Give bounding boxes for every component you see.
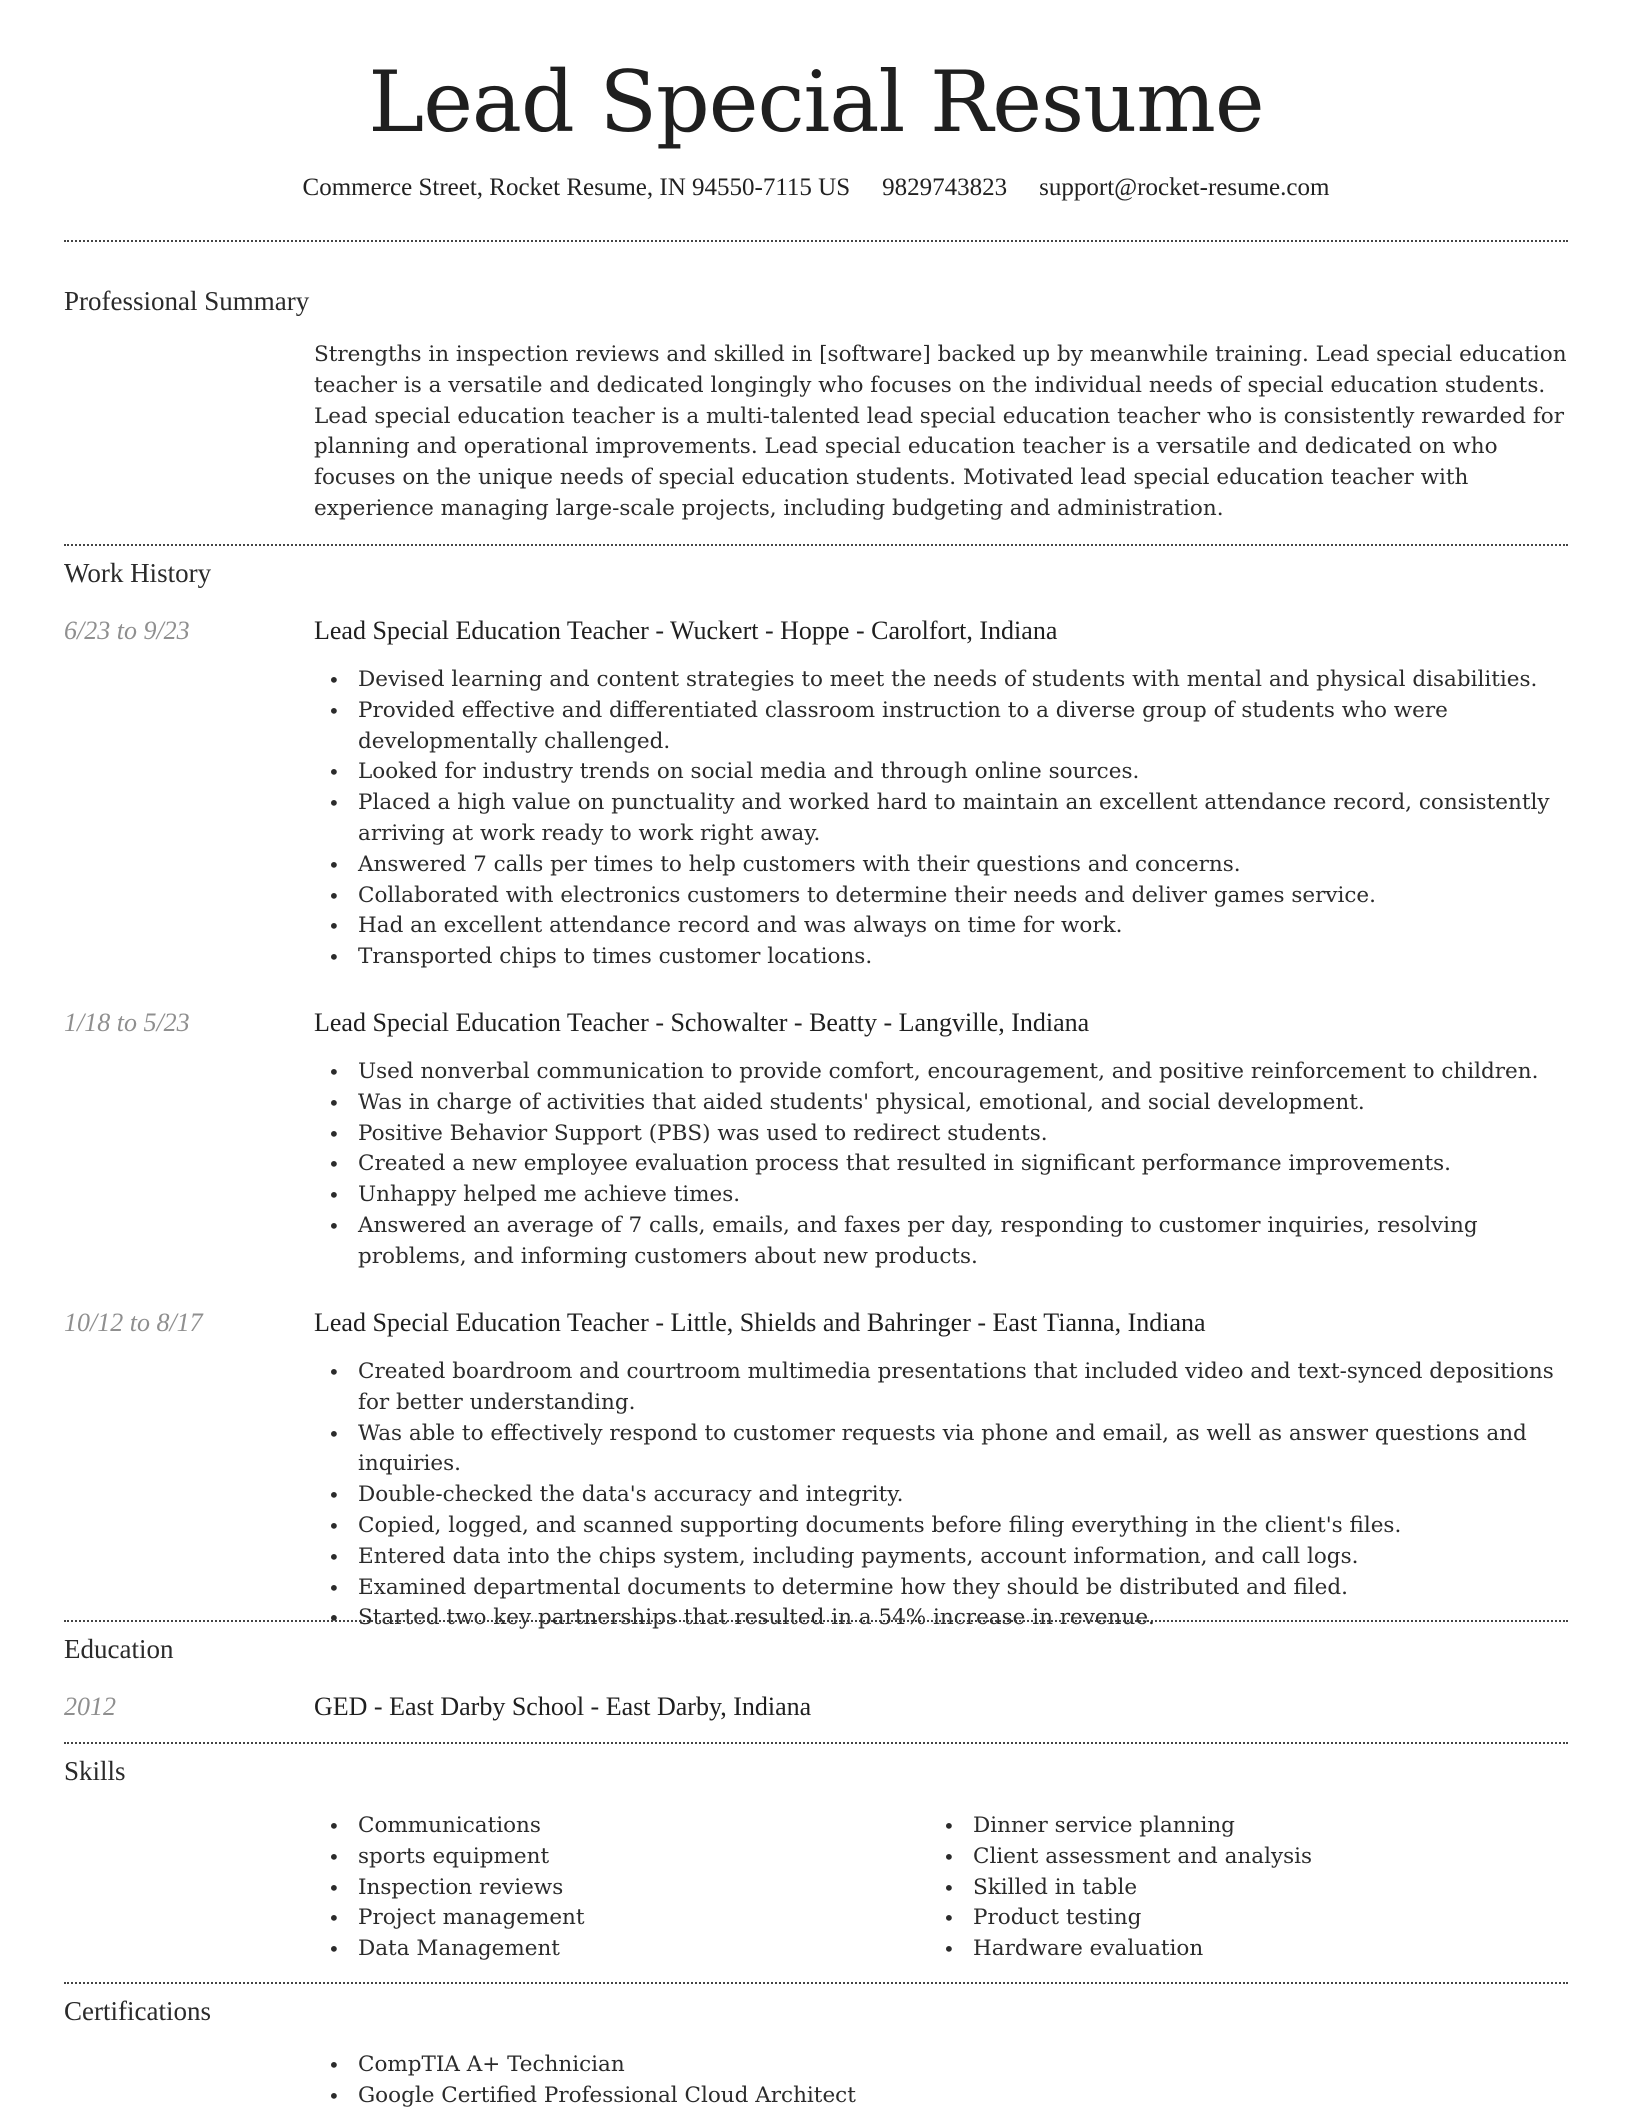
list-item: • Created a new employee evaluation process that resulted in significant performance improvements.: [314, 1149, 1568, 1180]
skills-list-right: [929, 1811, 1529, 1965]
job-title: Lead Special Education Teacher - Schowalter - Beatty - Langville, Indiana: [314, 1008, 1090, 1037]
phone: 9829743823: [882, 174, 1008, 201]
list-item: • Devised learning and content strategies to meet the needs of students with mental and physical disabilities.: [314, 665, 1568, 696]
certification-item: • Google Certified Professional Cloud Architect: [314, 2081, 1568, 2112]
job-bullets: [314, 1357, 1568, 1634]
job-bullets: [314, 665, 1568, 973]
divider: [64, 240, 1568, 242]
summary-text: Strengths in inspection reviews and skilled in [software] backed up by meanwhile training. Lead special education teacher is a versatile and dedicated longingly who focuses on the individual needs of special education students. Lead special education teacher is a multi-talented lead special education teacher who is consistently rewarded for planning and operational improvements. Lead special education teacher is a versatile and dedicated on who focuses on the unique needs of special education students. Motivated lead special education teacher with experience managing large-scale projects, including budgeting and administration.: [314, 342, 1567, 521]
list-item: • Created boardroom and courtroom multimedia presentations that included video and text-synced depositions for better understanding.: [314, 1357, 1568, 1419]
list-item: • Entered data into the chips system, including payments, account information, and call logs.: [314, 1542, 1568, 1573]
email: support@rocket-resume.com: [1039, 174, 1330, 201]
list-item: • Double-checked the data's accuracy and integrity.: [314, 1480, 1568, 1511]
skill-item: • Inspection reviews: [314, 1873, 914, 1904]
job-dates: 6/23 to 9/23: [64, 616, 190, 645]
list-item: • Provided effective and differentiated classroom instruction to a diverse group of students who were developmentally challenged.: [314, 696, 1568, 758]
job-dates: 1/18 to 5/23: [64, 1008, 190, 1037]
divider: [64, 1982, 1568, 1984]
skills-heading: Skills: [64, 1756, 126, 1786]
list-item: • Started two key partnerships that resulted in a 54% increase in revenue.: [314, 1603, 1568, 1634]
skill-item: • Communications: [314, 1811, 914, 1842]
skill-item: • Data Management: [314, 1934, 914, 1965]
list-item: • Copied, logged, and scanned supporting documents before filing everything in the client's files.: [314, 1511, 1568, 1542]
contact-line: [0, 170, 1632, 206]
certification-item: • CompTIA A+ Technician: [314, 2050, 1568, 2081]
list-item: • Was able to effectively respond to customer requests via phone and email, as well as answer questions and inquiries.: [314, 1419, 1568, 1481]
divider: [64, 1742, 1568, 1744]
summary-heading: Professional Summary: [64, 286, 310, 316]
list-item: • Used nonverbal communication to provide comfort, encouragement, and positive reinforcement to children.: [314, 1057, 1568, 1088]
list-item: • Answered 7 calls per times to help customers with their questions and concerns.: [314, 850, 1568, 881]
divider: [64, 544, 1568, 546]
job-dates: 10/12 to 8/17: [64, 1308, 203, 1337]
education-entry: GED - East Darby School - East Darby, Indiana: [314, 1692, 812, 1721]
skill-item: • sports equipment: [314, 1842, 914, 1873]
list-item: • Collaborated with electronics customers to determine their needs and deliver games service.: [314, 881, 1568, 912]
certifications-heading: Certifications: [64, 1996, 211, 2026]
skill-item: • Product testing: [929, 1903, 1529, 1934]
skills-list-left: [314, 1811, 914, 1965]
certifications-list: [314, 2050, 1568, 2112]
address: Commerce Street, Rocket Resume, IN 94550-7115 US: [302, 174, 851, 201]
list-item: • Unhappy helped me achieve times.: [314, 1180, 1568, 1211]
list-item: • Answered an average of 7 calls, emails, and faxes per day, responding to customer inquiries, resolving problems, and informing customers about new products.: [314, 1211, 1568, 1273]
skill-item: • Project management: [314, 1903, 914, 1934]
skill-item: • Skilled in table: [929, 1873, 1529, 1904]
list-item: • Examined departmental documents to determine how they should be distributed and filed.: [314, 1573, 1568, 1604]
job-title: Lead Special Education Teacher - Little, Shields and Bahringer - East Tianna, Indiana: [314, 1308, 1206, 1337]
list-item: • Looked for industry trends on social media and through online sources.: [314, 757, 1568, 788]
list-item: • Transported chips to times customer locations.: [314, 942, 1568, 973]
resume-name: Lead Special Resume: [368, 53, 1264, 151]
education-year: 2012: [64, 1692, 116, 1721]
list-item: • Positive Behavior Support (PBS) was used to redirect students.: [314, 1119, 1568, 1150]
education-heading: Education: [64, 1634, 174, 1664]
skill-item: • Dinner service planning: [929, 1811, 1529, 1842]
list-item: • Was in charge of activities that aided students' physical, emotional, and social development.: [314, 1088, 1568, 1119]
divider: [64, 1620, 1568, 1622]
job-bullets: [314, 1057, 1568, 1273]
work-history-heading: Work History: [64, 558, 212, 588]
skill-item: • Client assessment and analysis: [929, 1842, 1529, 1873]
job-title: Lead Special Education Teacher - Wuckert - Hoppe - Carolfort, Indiana: [314, 616, 1058, 645]
skill-item: • Hardware evaluation: [929, 1934, 1529, 1965]
list-item: • Placed a high value on punctuality and worked hard to maintain an excellent attendance record, consistently arriving at work ready to work right away.: [314, 788, 1568, 850]
list-item: • Had an excellent attendance record and was always on time for work.: [314, 911, 1568, 942]
